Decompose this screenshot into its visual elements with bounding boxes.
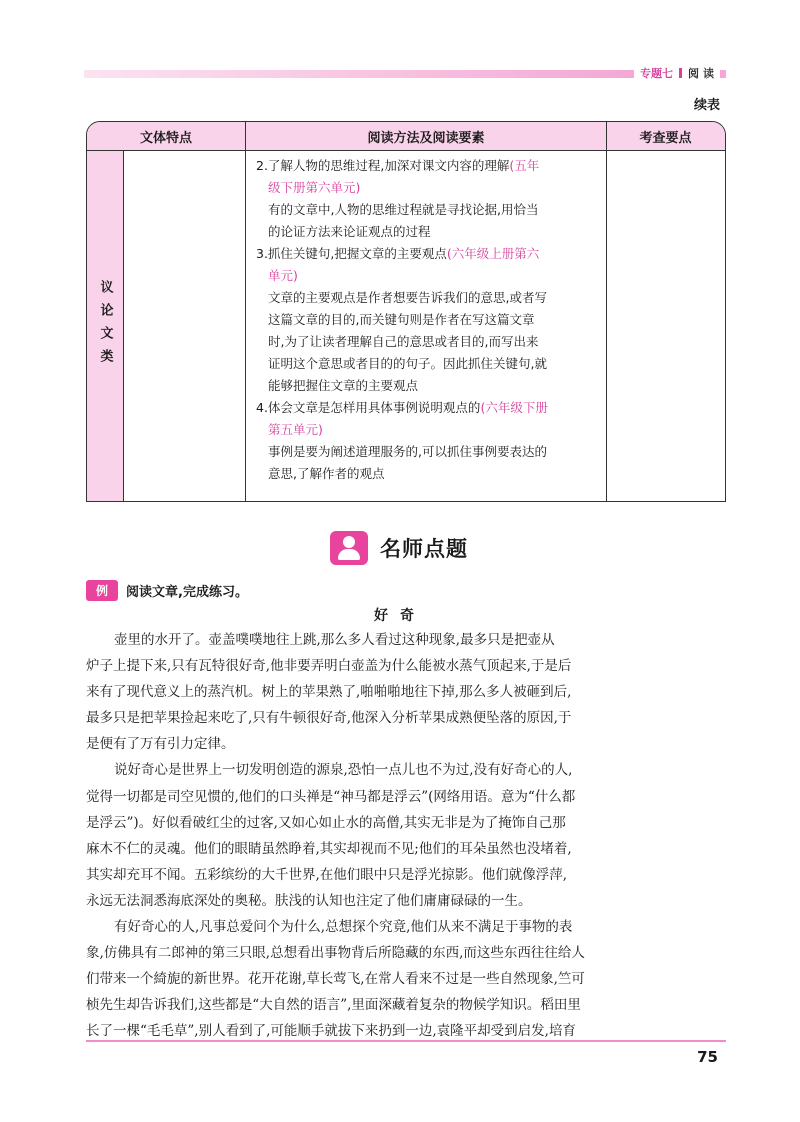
method-text: 时,为了让读者理解自己的意思或者目的,而写出来 <box>268 334 539 349</box>
method-line <box>256 155 600 177</box>
methods-cell <box>246 151 607 501</box>
essay-line: 长了一棵“毛毛草”,别人看到了,可能顺手就拔下来扔到一边,袁隆平却受到启发,培育 <box>86 1023 576 1040</box>
genre-type-cell <box>87 151 124 501</box>
essay-line: 壶里的水开了。壶盖噗噗地往上跳,那么多人看过这种现象,最多只是把壶从 <box>114 632 555 648</box>
method-line <box>256 199 600 221</box>
method-line <box>256 353 600 375</box>
essay-body <box>86 627 726 1045</box>
section-heading <box>330 531 468 565</box>
header-genre: 文体特点 <box>87 122 246 150</box>
unit-reference: 级下册第六单元) <box>268 180 361 195</box>
method-line <box>256 397 600 419</box>
header-separator <box>679 68 682 78</box>
essay-line: 们带来一个綺旎的新世界。花开花谢,草长莺飞,在常人看来不过是一些自然现象,竺可 <box>86 971 585 988</box>
essay-line: 象,仿佛具有二郎神的第三只眼,总想看出事物背后所隐藏的东西,而这些东西往往给人 <box>86 945 585 962</box>
method-text: 意思,了解作者的观点 <box>268 466 385 481</box>
essay-line: 是便有了万有引力定律。 <box>86 736 235 753</box>
table-header-row <box>87 122 725 151</box>
method-text: 事例是要为阐述道理服务的,可以抓住事例要表达的 <box>268 444 547 459</box>
unit-reference: 单元) <box>268 268 298 283</box>
method-text: 证明这个意思或者目的的句子。因此抓住关键句,就 <box>268 356 547 371</box>
unit-reference: (六年级上册第六 <box>446 246 540 261</box>
section-title-text: 名师点题 <box>380 537 468 561</box>
method-line <box>256 463 600 485</box>
method-text: 的论证方法来论证观点的过程 <box>268 224 431 239</box>
method-text: 这篇文章的目的,而关键句则是作者在写这篇文章 <box>268 312 535 327</box>
method-line <box>256 419 600 441</box>
example-tag: 例 <box>86 580 118 601</box>
table-row <box>87 151 725 501</box>
essay-line: 最多只是把苹果捡起来吃了,只有牛顿很好奇,他深入分析苹果成熟便坠落的原因,于 <box>86 710 572 727</box>
method-line <box>256 287 600 309</box>
example-prompt <box>86 580 248 601</box>
genre-type-label: 议论文类 <box>97 280 113 372</box>
method-line <box>256 243 600 265</box>
method-line <box>256 177 600 199</box>
unit-reference: 第五单元) <box>268 422 323 437</box>
essay-line: 麻木不仁的灵魂。他们的眼睛虽然睁着,其实却视而不见;他们的耳朵虽然也没堵着, <box>86 840 572 857</box>
method-line <box>256 441 600 463</box>
running-header <box>640 64 718 82</box>
essay-line: 说好奇心是世界上一切发明创造的源泉,恐怕一点儿也不为过,没有好奇心的人, <box>114 762 573 779</box>
header-methods: 阅读方法及阅读要素 <box>246 122 607 150</box>
header-tail-decor <box>720 70 726 78</box>
method-line <box>256 331 600 353</box>
page-number: 75 <box>697 1048 718 1066</box>
method-text: 4.体会文章是怎样用具体事例说明观点的 <box>256 400 481 415</box>
header-key-points: 考查要点 <box>639 130 692 146</box>
method-line <box>256 375 600 397</box>
header-title: 阅读 <box>688 67 718 80</box>
essay-line: 其实却充耳不闻。五彩缤纷的大千世界,在他们眼中只是浮光掠影。他们就像浮萍, <box>86 866 568 883</box>
continued-label: 续表 <box>693 98 720 113</box>
header-topic: 专题七 <box>640 67 673 80</box>
unit-reference: (六年级下册 <box>480 400 548 415</box>
essay-line: 来有了现代意义上的蒸汽机。树上的苹果熟了,啪啪啪地往下掉,那么多人被砸到后, <box>86 684 572 701</box>
essay-line: 永远无法洞悉海底深处的奥秘。肤浅的认知也注定了他们庸庸碌碌的一生。 <box>86 892 532 909</box>
method-line <box>256 221 600 243</box>
method-text: 有的文章中,人物的思维过程就是寻找论据,用恰当 <box>268 202 539 217</box>
essay-title: 好奇 <box>374 608 426 624</box>
method-line <box>256 265 600 287</box>
essay-line: 觉得一切都是司空见惯的,他们的口头禅是“神马都是浮云”(网络用语。意为“什么都 <box>86 788 576 805</box>
footer-rule <box>86 1040 726 1042</box>
key-points-cell <box>607 151 724 501</box>
teacher-icon <box>330 531 368 565</box>
genre-feature-cell <box>124 151 246 501</box>
unit-reference: (五年 <box>509 158 540 173</box>
method-text: 能够把握住文章的主要观点 <box>268 378 419 393</box>
method-text: 文章的主要观点是作者想要告诉我们的意思,或者写 <box>268 290 547 305</box>
essay-line: 是浮云”)。好似看破红尘的过客,又如心如止水的高僧,其实无非是为了掩饰自己那 <box>86 814 566 831</box>
essay-line: 炉子上提下来,只有瓦特很好奇,他非要弄明白壶盖为什么能被水蒸气顶起来,于是后 <box>86 658 572 675</box>
method-line <box>256 309 600 331</box>
essay-line: 有好奇心的人,凡事总爱问个为什么,总想探个究竟,他们从来不满足于事物的表 <box>114 919 573 936</box>
method-text: 2.了解人物的思维过程,加深对课文内容的理解 <box>256 158 510 173</box>
method-text: 3.抓住关键句,把握文章的主要观点 <box>256 246 447 261</box>
example-instruction: 阅读文章,完成练习。 <box>126 585 248 600</box>
header-decor-bar <box>84 70 634 78</box>
reading-methods-table <box>86 121 726 502</box>
essay-line: 桢先生却告诉我们,这些都是“大自然的语言”,里面深藏着复杂的物候学知识。稻田里 <box>86 997 581 1014</box>
